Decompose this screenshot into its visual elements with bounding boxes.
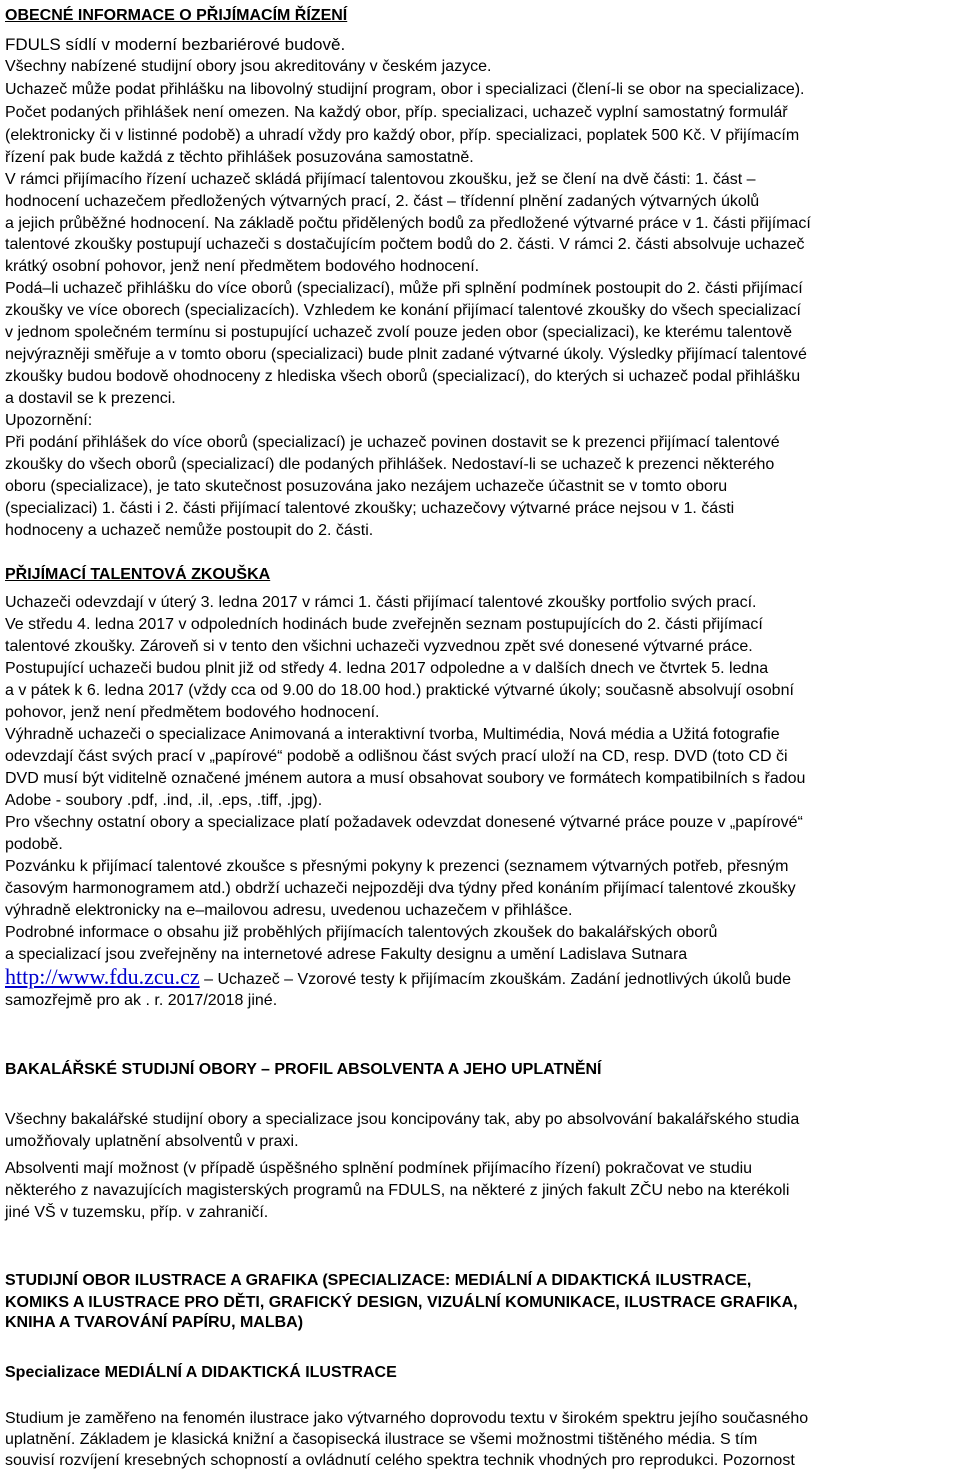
paragraph-line: samozřejmě pro ak . r. 2017/2018 jiné. <box>5 992 278 1009</box>
paragraph-line: Studium je zaměřeno na fenomén ilustrace jako výtvarného doprovodu textu v širokém spektru jejího současného <box>5 1410 809 1427</box>
section-heading-specialization: Specializace MEDIÁLNÍ A DIDAKTICKÁ ILUSTRACE <box>5 1364 397 1381</box>
paragraph-line: a v pátek k 6. ledna 2017 (vždy cca od 9.00 do 18.00 hod.) praktické výtvarné úkoly; současně absolvují osobní <box>5 682 794 699</box>
paragraph-line: podobě. <box>5 836 63 853</box>
paragraph-line: hodnocení uchazečem předložených výtvarných prací, 2. část – třídenní plnění zadaných výtvarných úkolů <box>5 193 760 210</box>
section-heading-field: STUDIJNÍ OBOR ILUSTRACE A GRAFIKA (SPECIALIZACE: MEDIÁLNÍ A DIDAKTICKÁ ILUSTRACE, <box>5 1272 752 1289</box>
paragraph-line: v jednom společném termínu si postupující uchazeč zvolí pouze jeden obor (specializaci), ke kterému talentově <box>5 324 793 341</box>
paragraph-line: oboru (specializace), je tato skutečnost posuzována jako nezájem uchazeče účastnit se v tomto oboru <box>5 478 728 495</box>
paragraph-line: některého z navazujících magisterských programů na FDULS, na některé z jiných fakult ZČU nebo na kterékoli <box>5 1182 790 1199</box>
paragraph-line: Všechny bakalářské studijní obory a specializace jsou koncipovány tak, aby po absolvování bakalářského studia <box>5 1111 800 1128</box>
paragraph-line: DVD musí být viditelně označené jménem autora a musí obsahovat soubory ve formátech kompatibilních s řadou <box>5 770 806 787</box>
section-heading-exam: PŘIJÍMACÍ TALENTOVÁ ZKOUŠKA <box>5 566 271 583</box>
paragraph-line-with-link <box>5 965 791 989</box>
paragraph-line: nejvýrazněji směřuje a v tomto oboru (specializaci) bude plnit zadané výtvarné úkoly. Výsledky přijímací talentové <box>5 346 807 363</box>
paragraph-line-text: – Uchazeč – Vzorové testy k přijímacím zkouškám. Zadání jednotlivých úkolů bude <box>199 971 792 988</box>
paragraph-line: výhradně elektronicky na e–mailovou adresu, uvedenou uchazečem v přihlášce. <box>5 902 573 919</box>
paragraph-line: řízení pak bude každá z těchto přihlášek posuzována samostatně. <box>5 149 474 166</box>
paragraph-line: jiné VŠ v tuzemsku, příp. v zahraničí. <box>5 1204 269 1221</box>
warning-label: Upozornění: <box>5 412 93 429</box>
paragraph-line: Podá–li uchazeč přihlášku do více oborů (specializací), může při splnění podmínek postoupit do 2. části přijímací <box>5 280 803 297</box>
paragraph-line: Absolventi mají možnost (v případě úspěšného splnění podmínek přijímacího řízení) pokračovat ve studiu <box>5 1160 753 1177</box>
section-heading-general: OBECNÉ INFORMACE O PŘIJÍMACÍM ŘÍZENÍ <box>5 7 348 24</box>
paragraph-line: (elektronicky či v listinné podobě) a uhradí vždy pro každý obor, příp. specializaci, poplatek 500 Kč. V přijímacím <box>5 127 800 144</box>
section-heading-field: KOMIKS A ILUSTRACE PRO DĚTI, GRAFICKÝ DESIGN, VIZUÁLNÍ KOMUNIKACE, ILUSTRACE GRAFIKA, <box>5 1294 798 1311</box>
paragraph-line: V rámci přijímacího řízení uchazeč skládá přijímací talentovou zkoušku, jež se člení na dvě části: 1. část – <box>5 171 756 188</box>
section-heading-field: KNIHA A TVAROVÁNÍ PAPÍRU, MALBA) <box>5 1314 304 1331</box>
paragraph-line: Pro všechny ostatní obory a specializace platí požadavek odevzdat donesené výtvarné práce pouze v „papírové“ <box>5 814 803 831</box>
paragraph-line: uplatnění. Základem je klasická knižní a časopisecká ilustrace se všemi možnostmi tištěného média. S tím <box>5 1431 758 1448</box>
paragraph-line: pohovor, jenž není předmětem bodového hodnocení. <box>5 704 380 721</box>
paragraph-line: talentové zkoušky. Zároveň si v tento den všichni uchazeči vyzvednou zpět své donesené výtvarné práce. <box>5 638 753 655</box>
paragraph-line: Postupující uchazeči budou plnit již od středy 4. ledna 2017 odpoledne a v dalších dnech ve čtvrtek 5. ledna <box>5 660 769 677</box>
paragraph-line: krátký osobní pohovor, jenž není předmětem bodového hodnocení. <box>5 258 480 275</box>
paragraph-line: Adobe - soubory .pdf, .ind, .il, .eps, .tiff, .jpg). <box>5 792 323 809</box>
paragraph-line: Uchazeč může podat přihlášku na libovolný studijní program, obor i specializaci (člení-li se obor na specializace). <box>5 81 805 98</box>
paragraph-line: a dostavil se k prezenci. <box>5 390 176 407</box>
paragraph-line: zkoušky budou bodově ohodnoceny z hlediska všech oborů (specializací), do kterých si uchazeč podal přihlášku <box>5 368 801 385</box>
paragraph-line: (specializaci) 1. části i 2. části přijímací talentové zkoušky; uchazečovy výtvarné práce nejsou v 1. části <box>5 500 735 517</box>
paragraph-line: Ve středu 4. ledna 2017 v odpoledních hodinách bude zveřejněn seznam postupujících do 2. části přijímací <box>5 616 763 633</box>
paragraph-line: Výhradně uchazeči o specializace Animovaná a interaktivní tvorba, Multimédia, Nová média a Užitá fotografie <box>5 726 780 743</box>
faculty-website-link[interactable]: http://www.fdu.zcu.cz <box>5 964 200 989</box>
paragraph-line: zkoušky do všech oborů (specializací) dle podaných přihlášek. Nedostaví-li se uchazeč k prezenci některého <box>5 456 775 473</box>
paragraph-line: Pozvánku k přijímací talentové zkoušce s přesnými pokyny k prezenci (seznamem výtvarných potřeb, přesným <box>5 858 789 875</box>
paragraph-line: a jejich průběžné hodnocení. Na základě počtu přidělených bodů za předložené výtvarné práce v 1. části přijímací <box>5 215 811 232</box>
section-heading-bachelor: BAKALÁŘSKÉ STUDIJNÍ OBORY – PROFIL ABSOLVENTA A JEHO UPLATNĚNÍ <box>5 1061 602 1078</box>
paragraph-line: souvisí rozvíjení kresebných schopností a ovládnutí celého spektra technik vhodných pro reprodukci. Pozornost <box>5 1452 795 1469</box>
paragraph-line: časovým harmonogramem atd.) obdrží uchazeči nejpozději dva týdny před konáním přijímací talentové zkoušky <box>5 880 796 897</box>
paragraph-line: Všechny nabízené studijní obory jsou akreditovány v českém jazyce. <box>5 58 492 75</box>
paragraph-line: umožňovaly uplatnění absolventů v praxi. <box>5 1133 299 1150</box>
paragraph-line: odevzdají část svých prací v „papírové“ podobě a odlišnou část svých prací uloží na CD, resp. DVD (toto CD či <box>5 748 788 765</box>
paragraph-line: FDULS sídlí v moderní bezbariérové budově. <box>5 35 346 54</box>
paragraph-line: hodnoceny a uchazeč nemůže postoupit do 2. části. <box>5 522 374 539</box>
paragraph-line: zkoušky ve více oborech (specializacích). Vzhledem ke konání přijímací talentové zkoušky do všech specializací <box>5 302 801 319</box>
paragraph-line: Uchazeči odevzdají v úterý 3. ledna 2017 v rámci 1. části přijímací talentové zkoušky portfolio svých prací. <box>5 594 757 611</box>
paragraph-line: Při podání přihlášek do více oborů (specializací) je uchazeč povinen dostavit se k prezenci přijímací talentové <box>5 434 780 451</box>
paragraph-line: talentové zkoušky postupují uchazeči s dostačujícím počtem bodů do 2. části. V rámci 2. části absolvuje uchazeč <box>5 236 805 253</box>
paragraph-line: Podrobné informace o obsahu již proběhlých přijímacích talentových zkoušek do bakalářských oborů <box>5 924 718 941</box>
paragraph-line: Počet podaných přihlášek není omezen. Na každý obor, příp. specializaci, uchazeč vyplní samostatný formulář <box>5 104 788 121</box>
paragraph-line: a specializací jsou zveřejněny na internetové adrese Fakulty designu a umění Ladislava Sutnara <box>5 946 688 963</box>
